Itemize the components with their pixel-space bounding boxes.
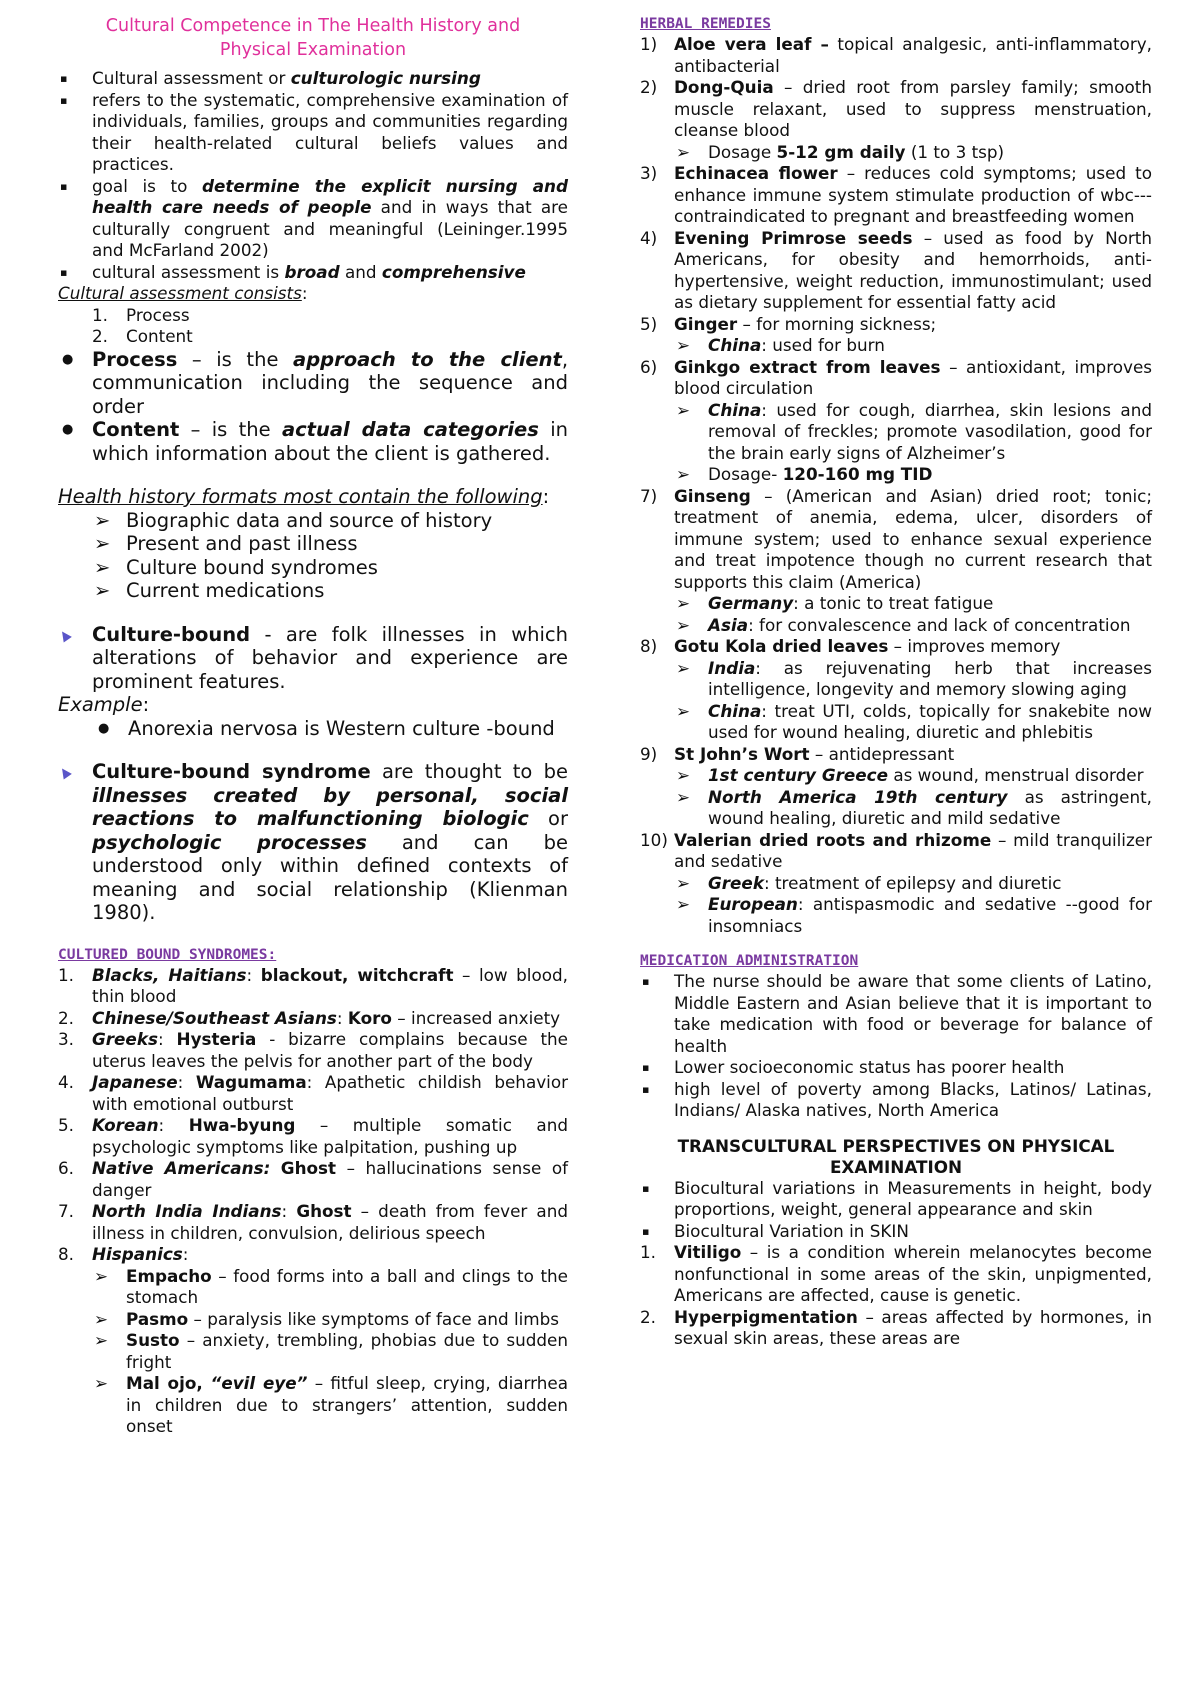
list-item: ▪ Cultural assessment or culturologic nursing (58, 68, 568, 90)
herb-item: 7) Ginseng – (American and Asian) dried root; tonic; treatment of anemia, edema, ulcer, disorders of immune system; used to enhance sexual experience and treat impotence though no current research that supports this claim (America) (640, 485, 1152, 592)
list-item: ➢ Mal ojo, “evil eye” – fitful sleep, crying, diarrhea in children due to strangers’ attention, sudden onset (92, 1373, 568, 1438)
transcultural-heading (640, 1136, 1152, 1178)
list-item: ➢ Culture bound syndromes (92, 556, 568, 580)
list-item: ▪ high level of poverty among Blacks, Latinos/ Latinas, Indians/ Alaska natives, North America (640, 1079, 1152, 1122)
herbal-section-heading: HERBAL REMEDIES (640, 16, 771, 32)
herb-sub-list (674, 400, 1152, 486)
example-label: Example: (58, 693, 150, 716)
list-item: 1. Blacks, Haitians: blackout, witchcraft – low blood, thin blood (58, 964, 568, 1006)
list-item: ▲ Culture-bound - are folk illnesses in which alterations of behavior and experience are prominent features. (58, 623, 568, 694)
list-item: 5. Korean: Hwa-byung – multiple somatic and psychologic symptoms like palpitation, pushing up (58, 1115, 568, 1157)
list-item: ● Anorexia nervosa is Western culture -bound (94, 717, 568, 741)
list-item: ➢ Dosage 5-12 gm daily (1 to 3 tsp) (674, 142, 1152, 164)
list-item: ➢ China: used for cough, diarrhea, skin lesions and removal of freckles; promote vasodilation, good for the brain early signs of Alzheimer’s (674, 400, 1152, 465)
consists-heading: Cultural assessment consists: (58, 283, 308, 303)
list-item: ➢ Empacho – food forms into a ball and clings to the stomach (92, 1266, 568, 1309)
herb-sub-wrapper (640, 142, 1152, 164)
intro-list (58, 68, 568, 283)
herb-item: 2) Dong-Quia – dried root from parsley family; smooth muscle relaxant, used to suppress menstruation, cleanse blood (640, 77, 1152, 140)
title-line-1: Cultural Competence in The Health History and (105, 16, 521, 36)
list-item: 2. Chinese/Southeast Asians: Koro – increased anxiety (58, 1007, 561, 1028)
herb-sub-list (674, 765, 1152, 830)
list-item: ▪ cultural assessment is broad and comprehensive (58, 262, 568, 284)
herb-item: 1) Aloe vera leaf – topical analgesic, anti-inflammatory, antibacterial (640, 34, 1152, 76)
page-title (58, 14, 568, 62)
herb-item: 6) Ginkgo extract from leaves – antioxidant, improves blood circulation (640, 356, 1153, 398)
culture-bound-syndrome-definition (58, 760, 568, 925)
list-item: ➢ Susto – anxiety, trembling, phobias due to sudden fright (92, 1330, 568, 1373)
list-item: ➢ Asia: for convalescence and lack of concentration (674, 615, 1152, 637)
list-item: 2. Content (92, 326, 193, 346)
herbal-list (640, 34, 1152, 937)
formats-heading: Health history formats most contain the following: (58, 485, 550, 508)
herb-sub-list (674, 335, 1152, 357)
right-column (640, 14, 1152, 1350)
herb-item: 10) Valerian dried roots and rhizome – mild tranquilizer and sedative (640, 829, 1152, 871)
list-item: 3. Greeks: Hysteria - bizarre complains because the uterus leaves the pelvis for another part of the body (58, 1029, 568, 1071)
herb-item: 5) Ginger – for morning sickness; (640, 313, 937, 334)
herb-item: 9) St John’s Wort – antidepressant (640, 743, 955, 764)
list-item: 4. Japanese: Wagumama: Apathetic childish behavior with emotional outburst (58, 1072, 568, 1114)
list-item: ➢ Germany: a tonic to treat fatigue (674, 593, 1152, 615)
formats-list (92, 509, 568, 603)
list-item: ➢ China: treat UTI, colds, topically for snakebite now used for wound healing, diuretic and phlebitis (674, 701, 1152, 744)
medication-section-heading: MEDICATION ADMINISTRATION (640, 953, 859, 969)
list-item: 2. Hyperpigmentation – areas affected by hormones, in sexual skin areas, these areas are (640, 1306, 1152, 1348)
herb-sub-wrapper (640, 335, 1152, 357)
list-item: ➢ Biographic data and source of history (92, 509, 568, 533)
herb-item: 8) Gotu Kola dried leaves – improves memory (640, 636, 1061, 656)
herb-sub-wrapper (640, 765, 1152, 830)
list-item: ▲ Culture-bound syndrome are thought to be illnesses created by personal, social reactions to malfunctioning biologic or psychologic processes and can be understood only within defined contexts of meaning and social relationship (Klienman 1980). (58, 760, 568, 925)
process-content-list (58, 348, 568, 466)
herb-sub-list (674, 873, 1152, 938)
list-item: ▪ Lower socioeconomic status has poorer health (640, 1057, 1152, 1079)
list-item: ● Content – is the actual data categories in which information about the client is gathered. (58, 418, 568, 465)
herb-item: 3) Echinacea flower – reduces cold symptoms; used to enhance immune system stimulate production of wbc---contraindicated to pregnant and breastfeeding women (640, 163, 1152, 226)
list-item: 8. Hispanics: (58, 1244, 189, 1264)
list-item: ▪ goal is to determine the explicit nursing and health care needs of people and in ways that are culturally congruent and meaningful (Leininger.1995 and McFarland 2002) (58, 176, 568, 262)
herb-sub-wrapper (640, 873, 1152, 938)
list-item: 1. Vitiligo – is a condition wherein melanocytes become nonfunctional in some areas of the skin, unpigmented, Americans are affected, cause is genetic. (640, 1242, 1152, 1305)
list-item: ➢ Greek: treatment of epilepsy and diuretic (674, 873, 1152, 895)
left-column (58, 14, 568, 1438)
list-item: ➢ India: as rejuvenating herb that increases intelligence, longevity and memory slowing aging (674, 658, 1152, 701)
list-item: ▪ Biocultural variations in Measurements in height, body proportions, weight, general appearance and skin (640, 1178, 1152, 1221)
list-item: 7. North India Indians: Ghost – death from fever and illness in children, convulsion, delirious speech (58, 1201, 568, 1243)
heading-line-2: EXAMINATION (829, 1156, 963, 1177)
list-item: ● Process – is the approach to the client, communication including the sequence and order (58, 348, 568, 419)
list-item: ➢ Pasmo – paralysis like symptoms of face and limbs (92, 1309, 568, 1331)
herb-item: 4) Evening Primrose seeds – used as food by North Americans, for obesity and hemorrhoids, anti-hypertensive, weight reduction, immunostimulant; used as dietary supplement for essential fatty acid (640, 227, 1153, 312)
title-line-2: Physical Examination (219, 40, 407, 60)
herb-sub-wrapper (640, 593, 1152, 636)
list-item: 1. Process (92, 304, 190, 325)
list-item: ➢ North America 19th century as astringent, wound healing, diuretic and mild sedative (674, 787, 1152, 830)
syndromes-list (58, 965, 568, 1266)
skin-list (640, 1242, 1152, 1350)
list-item: ➢ Dosage- 120-160 mg TID (674, 464, 1152, 486)
medication-list (640, 971, 1152, 1122)
list-item: ➢ European: antispasmodic and sedative --good for insomniacs (674, 894, 1152, 937)
syndromes-section-heading: CULTURED BOUND SYNDROMES: (58, 946, 277, 963)
list-item: ➢ Current medications (92, 579, 568, 603)
consists-list (92, 305, 568, 348)
list-item: ▪ Biocultural Variation in SKIN (640, 1221, 1152, 1243)
list-item: ➢ 1st century Greece as wound, menstrual disorder (674, 765, 1152, 787)
example-list (94, 717, 568, 741)
list-item: ▪ refers to the systematic, comprehensive examination of individuals, families, groups and communities regarding their health-related cultural beliefs values and practices. (58, 90, 568, 176)
list-item: ➢ China: used for burn (674, 335, 1152, 357)
herb-sub-list (674, 142, 1152, 164)
herb-sub-list (674, 593, 1152, 636)
hispanics-list (92, 1266, 568, 1438)
transcultural-list (640, 1178, 1152, 1243)
list-item: ▪ The nurse should be aware that some clients of Latino, Middle Eastern and Asian believe that it is important to take medication with food or beverage for balance of health (640, 971, 1152, 1057)
herb-sub-list (674, 658, 1152, 744)
heading-line-1: TRANSCULTURAL PERSPECTIVES ON PHYSICAL (677, 1135, 1115, 1156)
culture-bound-definition (58, 623, 568, 694)
list-item: ➢ Present and past illness (92, 532, 568, 556)
herb-sub-wrapper (640, 658, 1152, 744)
list-item: 6. Native Americans: Ghost – hallucinations sense of danger (58, 1158, 568, 1200)
herb-sub-wrapper (640, 400, 1152, 486)
